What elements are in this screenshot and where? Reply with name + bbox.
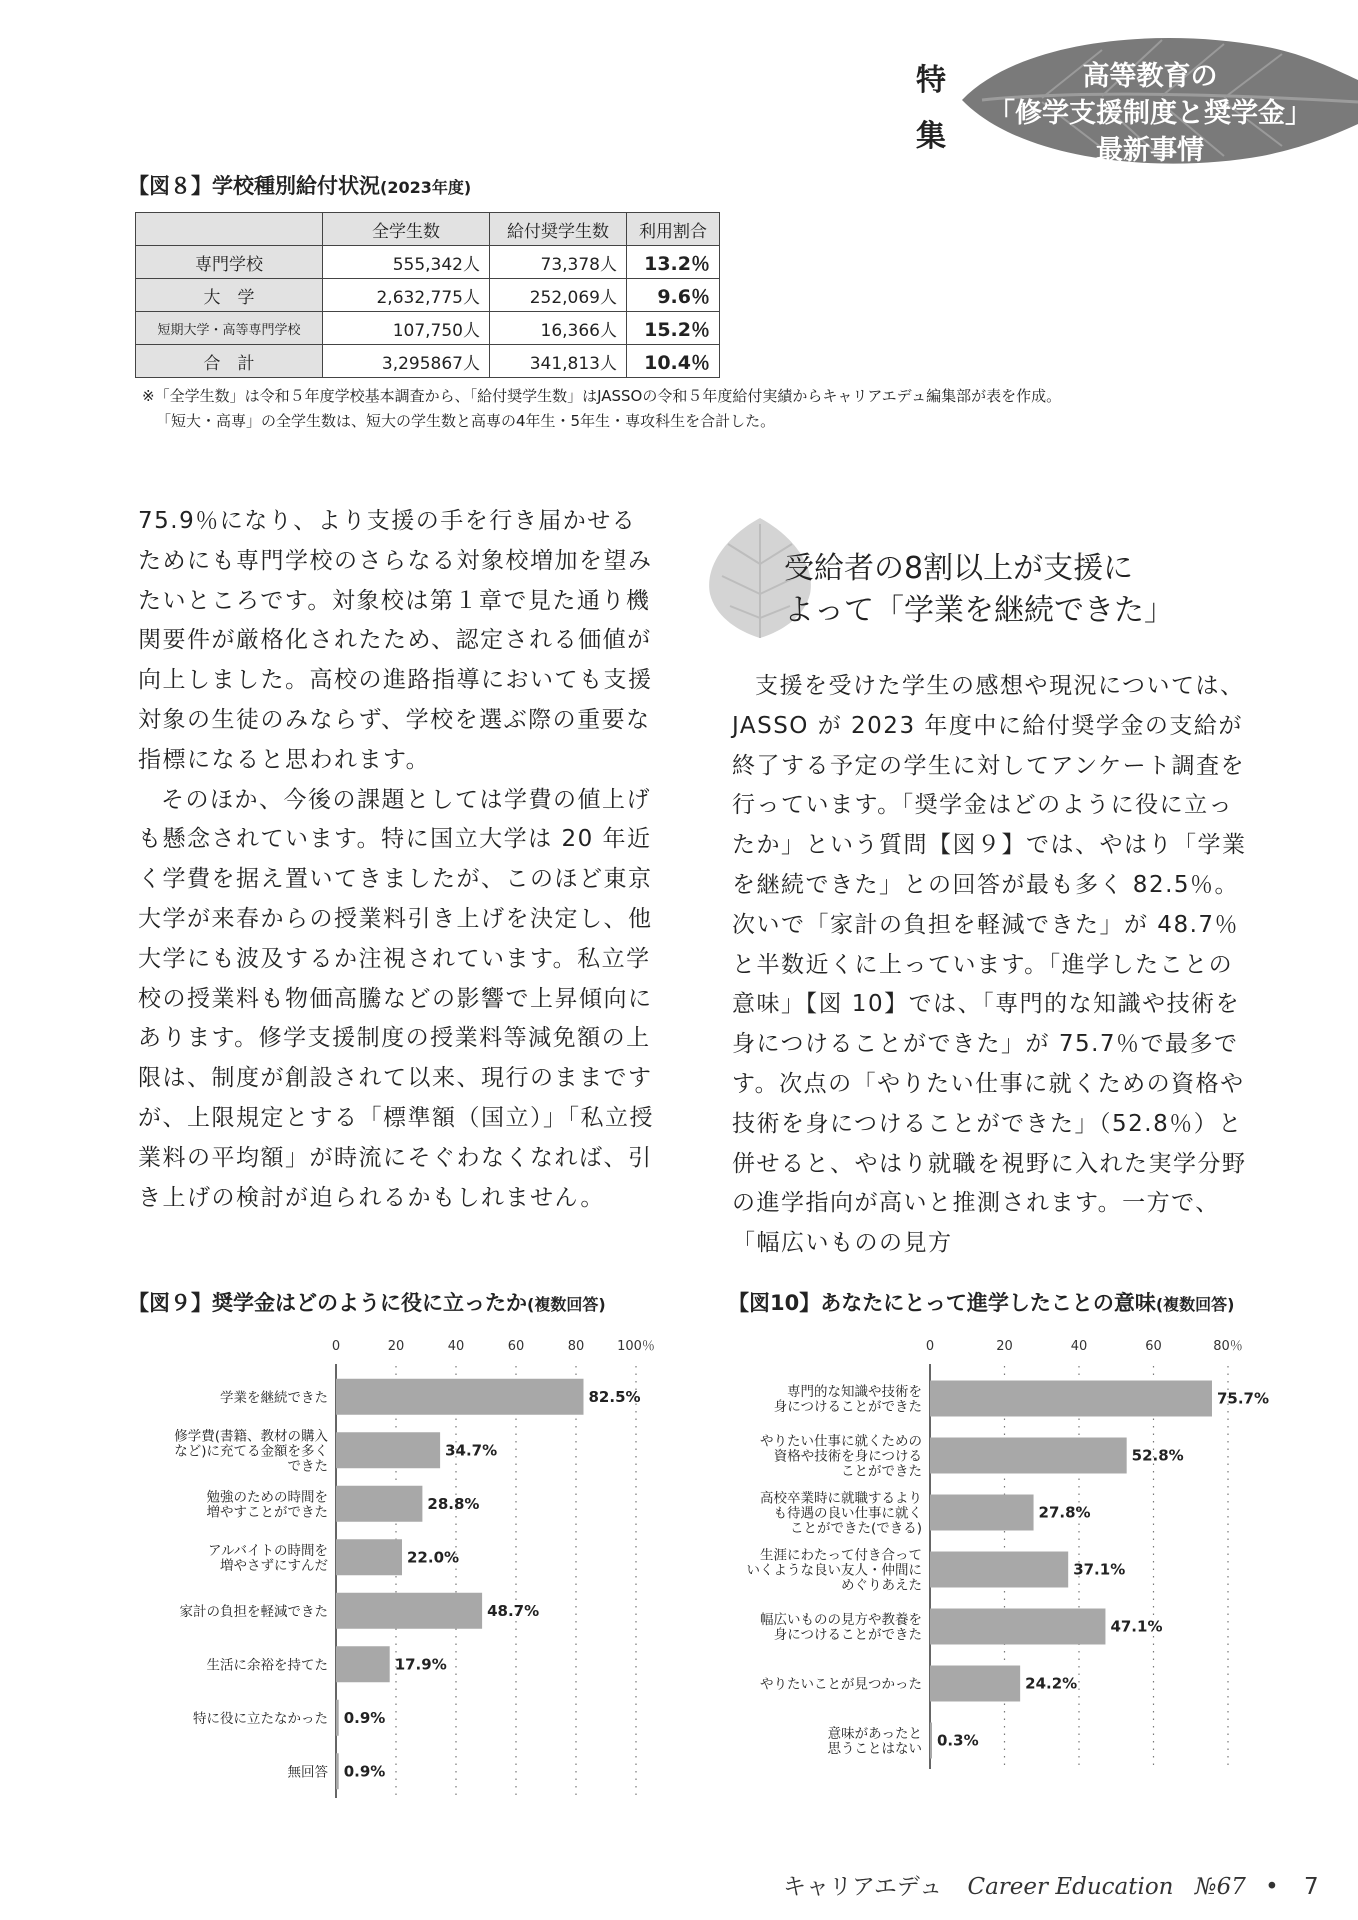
section-heading-line2: よって「学業を継続できた」 — [784, 593, 1174, 628]
feature-mark-1: 特 — [916, 63, 946, 98]
category-label: 無回答 — [287, 1764, 328, 1781]
footer-magazine-name: キャリアエデュ — [783, 1874, 943, 1900]
feature-title-line1: 高等教育の — [1082, 61, 1218, 92]
axis-tick-label: 0 — [331, 1339, 341, 1354]
axis-tick-label: 0 — [925, 1339, 935, 1354]
axis-tick-label: 20 — [996, 1339, 1013, 1354]
category-label: 修学費(書籍、教材の購入 — [174, 1428, 328, 1445]
category-label: 特に役に立たなかった — [193, 1710, 328, 1727]
figure8-title-suffix: (2023年度) — [380, 178, 472, 197]
recipients-cell: 16,366人 — [490, 312, 627, 345]
recipients-cell: 252,069人 — [490, 279, 627, 312]
bar — [336, 1593, 482, 1629]
figure9-chart — [128, 1338, 670, 1788]
usage-rate-cell: 13.2％ — [627, 246, 720, 279]
data-label: 24.2% — [1025, 1674, 1078, 1693]
paragraph: そのほか、今後の課題としては学費の値上げも懸念されています。特に国立大学は 20 年近く学費を据え置いてきましたが、このほど東京大学が来春からの授業料引き上げを決定し、他大学にも波及するか注視されています。私立学校の授業料も物価高騰などの影響で上昇傾向にあります。修学支援制度の授業料等減免額の上限は、制度が創設されて以来、現行のままですが、上限規定とする「標準額（国立）」「私立授業料の平均額」が時流にそぐわなくなれば、引き上げの検討が迫られるかもしれません。 — [138, 786, 654, 1211]
footer-separator: • — [1265, 1874, 1279, 1900]
recipients-cell: 73,378人 — [490, 246, 627, 279]
section-heading — [784, 548, 1174, 632]
figure8-title — [128, 170, 471, 200]
table-header-row — [136, 213, 720, 246]
bar — [930, 1666, 1020, 1702]
data-label: 0.9% — [343, 1762, 386, 1781]
category-label: やりたい仕事に就くための — [760, 1433, 922, 1450]
axis-tick-label: 80％ — [1213, 1339, 1243, 1354]
bar — [930, 1552, 1068, 1588]
category-label: 勉強のための時間を — [206, 1489, 328, 1506]
footer — [783, 1868, 1319, 1901]
data-label: 47.1% — [1110, 1617, 1163, 1636]
feature-title-line2: 「修学支援制度と奨学金」 — [988, 98, 1312, 129]
total-students-cell: 2,632,775人 — [323, 279, 490, 312]
figure10-title-text: あなたにとって進学したことの意味 — [820, 1291, 1156, 1315]
page-number: 7 — [1304, 1874, 1319, 1900]
category-label: 生活に余裕を持てた — [206, 1657, 328, 1674]
table-row — [136, 312, 720, 345]
axis-tick-label: 80 — [567, 1339, 585, 1354]
right-column-text — [732, 667, 1253, 1264]
figure8-table — [135, 212, 720, 378]
figure9-title-text: 奨学金はどのように役に立ったか — [212, 1291, 527, 1315]
figure10-title — [728, 1287, 1234, 1317]
data-label: 34.7% — [445, 1441, 498, 1460]
figure10-label: 【図10】 — [728, 1291, 821, 1315]
category-label: 高校卒業時に就職するより — [760, 1490, 922, 1507]
category-label: いくような良い友人・仲間に — [746, 1562, 922, 1579]
data-label: 28.8% — [427, 1494, 480, 1513]
table-row — [136, 279, 720, 312]
category-label: 意味があったと — [827, 1726, 922, 1742]
bar — [336, 1539, 402, 1575]
school-type-cell: 専門学校 — [136, 246, 323, 279]
axis-tick-label: 100％ — [617, 1339, 655, 1354]
data-label: 0.9% — [343, 1708, 386, 1727]
bar — [930, 1381, 1212, 1417]
category-label: など)に充てる金額を多く — [174, 1443, 328, 1460]
data-label: 0.3% — [937, 1731, 979, 1750]
footer-issue-number: №67 — [1194, 1874, 1246, 1900]
data-label: 52.8% — [1131, 1446, 1184, 1465]
category-label: 家計の負担を軽減できた — [179, 1603, 328, 1620]
data-label: 37.1% — [1073, 1560, 1126, 1579]
category-label: 生涯にわたって付き合って — [760, 1547, 922, 1564]
figure10-title-suffix: (複数回答) — [1155, 1295, 1235, 1314]
category-label: 増やすことができた — [206, 1504, 328, 1521]
data-label: 22.0% — [407, 1548, 460, 1567]
total-students-cell: 555,342人 — [323, 246, 490, 279]
category-label: めぐりあえた — [841, 1577, 922, 1594]
section-heading-line1: 受給者の8割以上が支援に — [784, 551, 1134, 586]
axis-tick-label: 40 — [447, 1339, 465, 1354]
category-label: ことができた(できる) — [789, 1520, 922, 1537]
usage-rate-cell: 10.4％ — [627, 345, 720, 378]
category-label: 身につけることができた — [773, 1627, 922, 1643]
feature-title-line3: 最新事情 — [1096, 135, 1204, 166]
school-type-cell: 短期大学・高等専門学校 — [136, 312, 323, 345]
category-label: アルバイトの時間を — [207, 1542, 328, 1559]
usage-rate-cell: 9.6％ — [627, 279, 720, 312]
bar — [930, 1495, 1034, 1531]
bar — [336, 1379, 584, 1415]
bar — [930, 1438, 1127, 1474]
paragraph: 支援を受けた学生の感想や現況については、JASSO が 2023 年度中に給付奨学金の支給が終了する予定の学生に対してアンケート調査を行っています。「奨学金はどのように役に立ったか」という質問【図９】では、やはり「学業を継続できた」との回答が最も多く 82.5％。次いで「家計の負担を軽減できた」が 48.7％と半数近くに上っています。「進学したことの意味」【図 10】では、「専門的な知識や技術を身につけることができた」が 75.7％で最多です。次点の「やりたい仕事に就くための資格や技術を身につけることができた」（52.8％）と併せると、やはり就職を視野に入れた実学分野の進学指向が高いと推測されます。一方で、「幅広いものの見方 — [732, 673, 1247, 1257]
figure8-note — [142, 384, 1282, 434]
bar — [336, 1486, 422, 1522]
figure9-title-suffix: (複数回答) — [527, 1295, 606, 1314]
category-label: 学業を継続できた — [220, 1389, 328, 1406]
category-label: も待遇の良い仕事に就く — [773, 1505, 922, 1522]
bar — [336, 1700, 339, 1736]
figure9-label: 【図９】 — [128, 1291, 212, 1315]
figure8-label: 【図８】 — [128, 174, 212, 198]
feature-mark-2: 集 — [916, 119, 946, 154]
total-students-cell: 107,750人 — [323, 312, 490, 345]
axis-tick-label: 60 — [1145, 1339, 1162, 1354]
category-label: 専門的な知識や技術を — [787, 1384, 922, 1400]
category-label: 思うことはない — [827, 1741, 922, 1757]
bar — [930, 1723, 932, 1759]
table-row — [136, 345, 720, 378]
category-label: 幅広いものの見方や教養を — [760, 1612, 922, 1628]
paragraph: 75.9％になり、より支援の手を行き届かせるためにも専門学校のさらなる対象校増加を望みたいところです。対象校は第１章で見た通り機関要件が厳格化されたため、認定される価値が向上しました。高校の進路指導においても支援対象の生徒のみならず、学校を選ぶ際の重要な指標になると思われます。 — [138, 508, 653, 773]
table-header-cell: 全学生数 — [323, 213, 490, 246]
bar — [930, 1609, 1105, 1645]
recipients-cell: 341,813人 — [490, 345, 627, 378]
category-label: 増やさずにすんだ — [220, 1557, 328, 1574]
figure10-chart — [728, 1338, 1270, 1788]
footer-magazine-name-en: Career Education — [967, 1874, 1174, 1900]
figure8-title-text: 学校種別給付状況 — [212, 174, 380, 198]
category-label: できた — [287, 1458, 328, 1475]
total-students-cell: 3,295867人 — [323, 345, 490, 378]
axis-tick-label: 40 — [1070, 1339, 1088, 1354]
figure9-title — [128, 1287, 606, 1317]
table-row — [136, 246, 720, 279]
usage-rate-cell: 15.2％ — [627, 312, 720, 345]
figure8-note-line2: 「短大・高専」の全学生数は、短大の学生数と高専の4年生・5年生・専攻科生を合計した。 — [156, 412, 776, 430]
school-type-cell: 合 計 — [136, 345, 323, 378]
table-header-cell: 利用割合 — [627, 213, 720, 246]
bar — [336, 1432, 440, 1468]
category-label: 資格や技術を身につける — [773, 1448, 922, 1465]
axis-tick-label: 20 — [387, 1339, 405, 1354]
left-column-text — [138, 502, 660, 1218]
bar — [336, 1753, 339, 1789]
category-label: 身につけることができた — [773, 1399, 922, 1415]
category-label: ことができた — [841, 1463, 922, 1480]
category-label: やりたいことが見つかった — [760, 1676, 922, 1693]
bar — [336, 1646, 390, 1682]
axis-tick-label: 60 — [507, 1339, 525, 1354]
data-label: 17.9% — [394, 1655, 447, 1674]
feature-title — [985, 58, 1315, 169]
figure8-note-line1: ※「全学生数」は令和５年度学校基本調査から、「給付奨学生数」はJASSOの令和５年度給付実績からキャリアエデュ編集部が表を作成。 — [142, 387, 1062, 405]
table-header-cell — [136, 213, 323, 246]
school-type-cell: 大 学 — [136, 279, 323, 312]
data-label: 75.7% — [1216, 1389, 1270, 1408]
table-header-cell: 給付奨学生数 — [490, 213, 627, 246]
data-label: 48.7% — [487, 1601, 540, 1620]
data-label: 27.8% — [1038, 1503, 1091, 1522]
data-label: 82.5% — [588, 1387, 641, 1406]
